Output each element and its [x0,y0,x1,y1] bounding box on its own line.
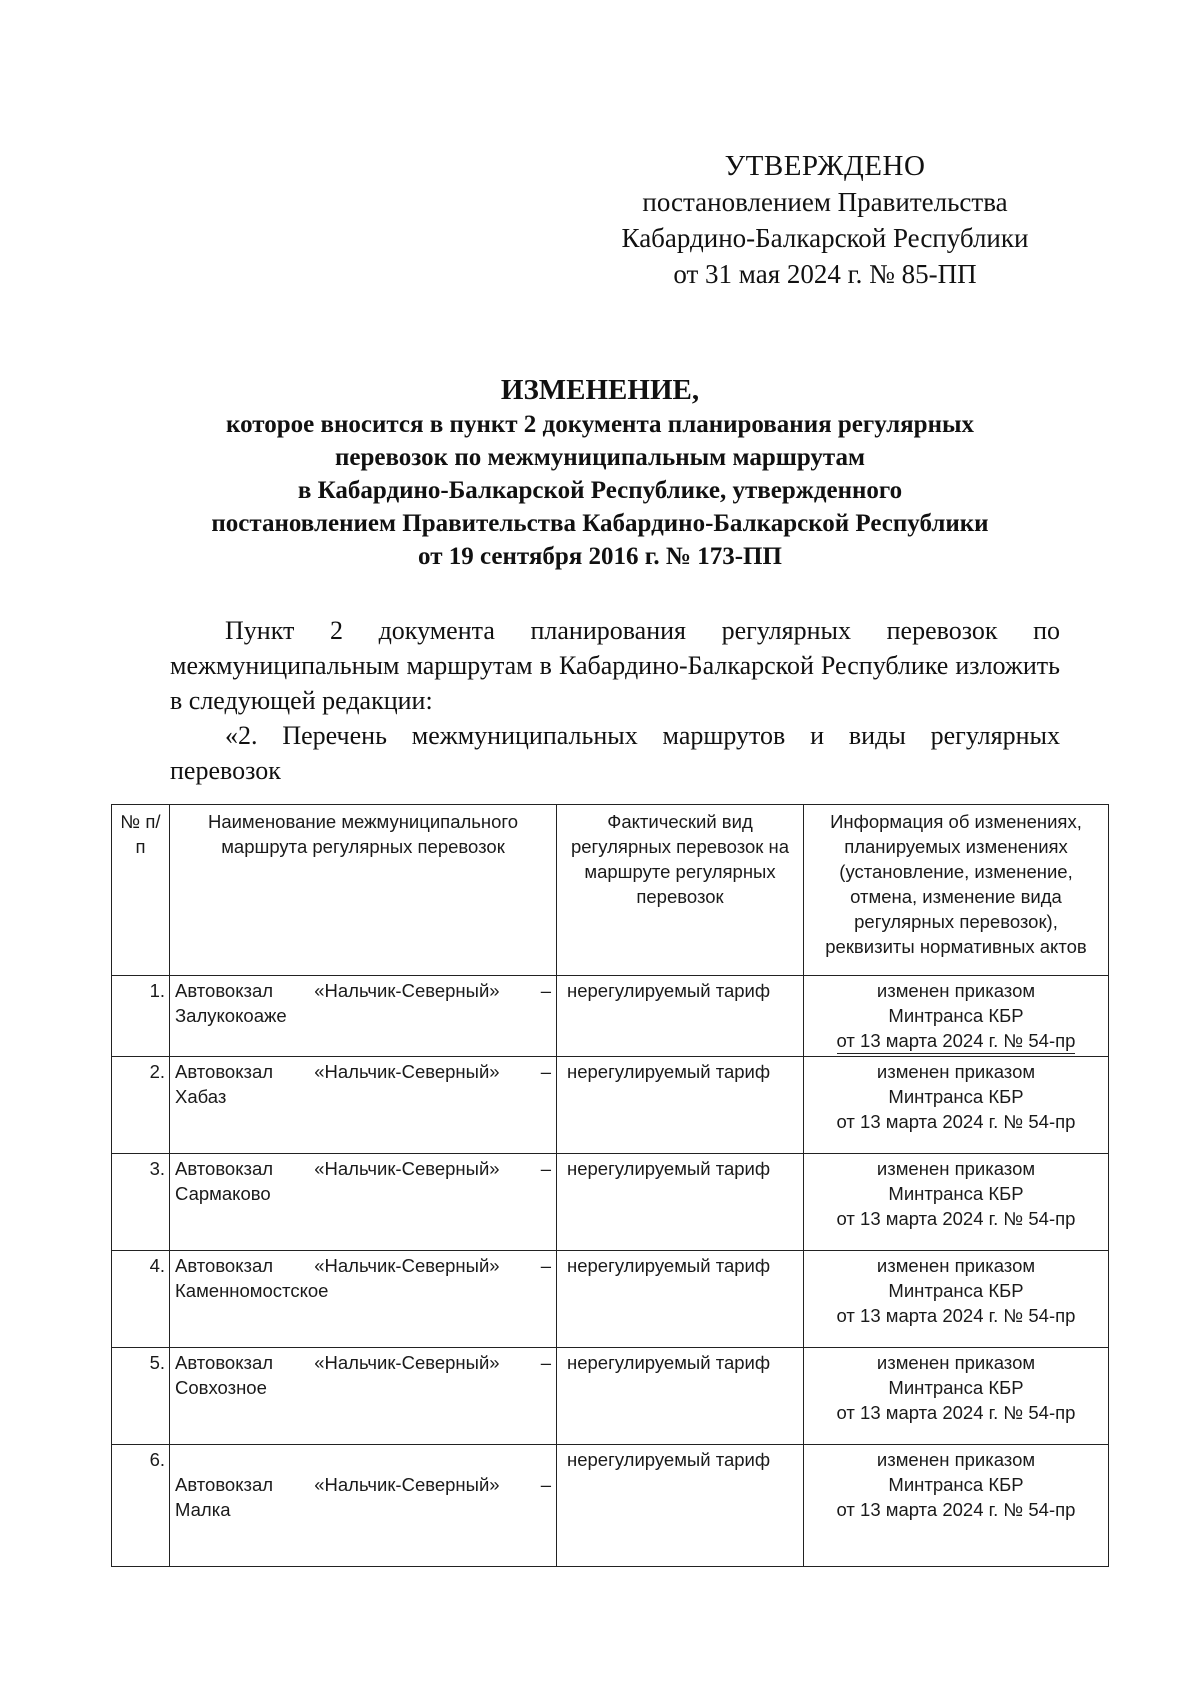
table-row [112,1057,1109,1154]
route-station: «Нальчик-Северный» [314,1158,500,1179]
table-row [112,1445,1109,1567]
info-line-3: от 13 марта 2024 г. № 54-пр [837,1028,1076,1054]
info-line-3: от 13 марта 2024 г. № 54-пр [836,1499,1076,1520]
info-line-2: Минтранса КБР [888,1005,1024,1026]
route-dash: – [540,1474,551,1495]
body-text [170,613,1060,788]
transport-type-cell: нерегулируемый тариф [557,1154,804,1251]
row-number: 1. [112,976,170,1057]
route-name-cell [170,1445,557,1567]
info-line-2: Минтранса КБР [888,1474,1024,1495]
approval-block [590,148,1060,292]
info-line-3: от 13 марта 2024 г. № 54-пр [836,1111,1076,1132]
route-start: Автовокзал [175,1158,274,1179]
route-start: Автовокзал [175,1474,274,1495]
paragraph-amendment: Пункт 2 документа планирования регулярных перевозок по межмуниципальным маршрутам в Кабардино-Балкарской Республике изложить в следующей редакции: [170,616,1060,715]
route-start: Автовокзал [175,1061,274,1082]
transport-type-cell: нерегулируемый тариф [557,1445,804,1567]
route-name-cell [170,1348,557,1445]
transport-type-cell: нерегулируемый тариф [557,1057,804,1154]
document-title-block [150,372,1050,573]
info-line-1: изменен приказом [876,1352,1036,1373]
info-line-3: от 13 марта 2024 г. № 54-пр [836,1208,1076,1229]
title-line-1: которое вносится в пункт 2 документа планирования регулярных [226,411,974,438]
table-row [112,1348,1109,1445]
route-destination: Сармаково [175,1183,271,1204]
route-station: «Нальчик-Северный» [314,1255,500,1276]
approval-line-1: постановлением Правительства [642,187,1008,217]
paragraph-list-heading: «2. Перечень межмуниципальных маршрутов и виды регулярных перевозок [170,721,1060,785]
route-name-cell [170,976,557,1057]
transport-type-cell: нерегулируемый тариф [557,1251,804,1348]
route-destination: Хабаз [175,1086,227,1107]
approval-line-3: от 31 мая 2024 г. № 85-ПП [673,259,977,289]
info-line-2: Минтранса КБР [888,1377,1024,1398]
route-destination: Совхозное [175,1377,267,1398]
route-start: Автовокзал [175,980,274,1001]
info-line-1: изменен приказом [876,1061,1036,1082]
info-line-1: изменен приказом [876,1449,1036,1470]
table-header-row [112,805,1109,976]
approval-heading: УТВЕРЖДЕНО [724,150,926,182]
route-station: «Нальчик-Северный» [314,1352,500,1373]
route-dash: – [540,1061,551,1082]
row-number: 6. [112,1445,170,1567]
info-line-2: Минтранса КБР [888,1183,1024,1204]
info-line-2: Минтранса КБР [888,1086,1024,1107]
row-number: 2. [112,1057,170,1154]
document-title: ИЗМЕНЕНИЕ, [500,374,700,406]
row-number: 5. [112,1348,170,1445]
route-station: «Нальчик-Северный» [314,1061,500,1082]
info-line-1: изменен приказом [876,1255,1036,1276]
route-start: Автовокзал [175,1255,274,1276]
table-row [112,1154,1109,1251]
header-route-name: Наименование межмуниципального маршрута регулярных перевозок [170,805,557,976]
route-name-cell [170,1154,557,1251]
route-start: Автовокзал [175,1352,274,1373]
title-line-5: от 19 сентября 2016 г. № 173-ПП [418,543,782,570]
change-info-cell [804,1445,1109,1567]
route-station: «Нальчик-Северный» [314,980,500,1001]
table-row [112,976,1109,1057]
route-name-cell [170,1251,557,1348]
route-destination: Каменномостское [175,1280,329,1301]
table-row [112,1251,1109,1348]
approval-line-2: Кабардино-Балкарской Республики [621,223,1029,253]
route-station: «Нальчик-Северный» [314,1474,500,1495]
route-dash: – [540,1158,551,1179]
row-number: 3. [112,1154,170,1251]
header-transport-type: Фактический вид регулярных перевозок на маршруте регулярных перевозок [557,805,804,976]
transport-type-cell: нерегулируемый тариф [557,976,804,1057]
route-dash: – [540,980,551,1001]
change-info-cell [804,1154,1109,1251]
info-line-1: изменен приказом [876,980,1036,1001]
info-line-1: изменен приказом [876,1158,1036,1179]
title-line-2: перевозок по межмуниципальным маршрутам [334,444,866,471]
change-info-cell [804,1057,1109,1154]
route-destination: Залукокоаже [175,1005,287,1026]
info-line-2: Минтранса КБР [888,1280,1024,1301]
info-line-3: от 13 марта 2024 г. № 54-пр [836,1402,1076,1423]
title-line-4: постановлением Правительства Кабардино-Балкарской Республики [211,510,989,537]
title-line-3: в Кабардино-Балкарской Республике, утвержденного [297,477,903,504]
header-number: № п/п [112,805,170,976]
routes-table [111,804,1109,1567]
transport-type-cell: нерегулируемый тариф [557,1348,804,1445]
route-destination: Малка [175,1499,231,1520]
header-change-info: Информация об изменениях, планируемых изменениях (установление, изменение, отмена, изменение вида регулярных перевозок), реквизиты нормативных актов [804,805,1109,976]
change-info-cell [804,1251,1109,1348]
info-line-3: от 13 марта 2024 г. № 54-пр [836,1305,1076,1326]
row-number: 4. [112,1251,170,1348]
route-name-cell [170,1057,557,1154]
route-dash: – [540,1255,551,1276]
change-info-cell [804,1348,1109,1445]
route-dash: – [540,1352,551,1373]
change-info-cell [804,976,1109,1057]
